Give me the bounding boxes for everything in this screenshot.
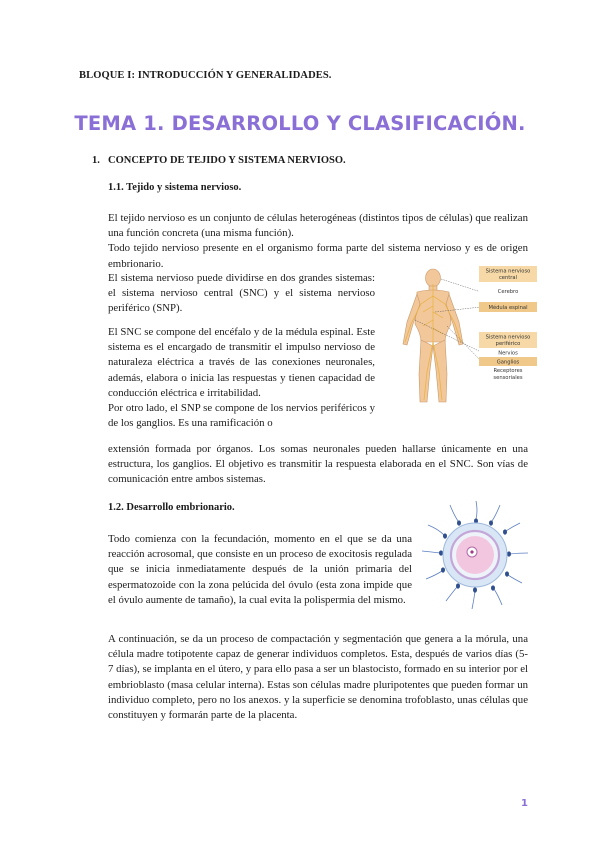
label-ganglios: Ganglios (496, 359, 520, 366)
label-receptores-2: sensoriales (493, 375, 523, 381)
paragraph-sistema (108, 271, 375, 317)
subsection-heading-1-1: 1.1. Tejido y sistema nervioso. (108, 182, 242, 193)
label-snp-2: periférico (495, 341, 521, 347)
section-title: CONCEPTO DE TEJIDO Y SISTEMA NERVIOSO. (108, 155, 346, 166)
block-title: BLOQUE I: INTRODUCCIÓN Y GENERALIDADES. (79, 70, 332, 81)
paragraph-snp-cont (108, 442, 528, 488)
text-sistema: El sistema nervioso puede dividirse en dos grandes sistemas: el sistema nervioso central (SNC) y el sistema nervioso periférico (SNP). (108, 272, 375, 315)
text-tejido: El tejido nervioso es un conjunto de células heterogéneas (distintos tipos de células) que realizan una función concreta (una misma función). (108, 212, 528, 240)
label-medula: Médula espinal (488, 305, 528, 311)
page-title: TEMA 1. DESARROLLO Y CLASIFICACIÓN. (74, 112, 526, 135)
text-snp-end: extensión formada por órganos. Los somas neuronales pueden hallarse únicamente en una estructura, los ganglios. El objetivo es transmitir la respuesta elaborada en el SNC. Son vías de comunicación entre ambos sistemas. (108, 443, 528, 486)
nervous-system-figure (395, 262, 540, 408)
label-snc-1: Sistema nervioso (485, 268, 531, 275)
paragraph-snc (108, 325, 375, 431)
text-continuacion: A continuación, se da un proceso de compactación y segmentación que genera a la mórula, una célula madre totipotente capaz de generar individuos completos. Esta, después de varios días (5-7 días), se implanta en el útero, y para ello pasa a ser un blastocisto, formado en su interior por el embrioblasto (masa celular interna). Estas son células madre pluripotentes que pueden formar un individuo completo, pero no los anexos. y la superficie se denomina trofoblasto, unas células que constituyen y formarán parte de la placenta. (108, 633, 528, 722)
section-number: 1. (92, 155, 100, 166)
label-receptores-1: Receptores (493, 368, 523, 374)
text-snp-start: Por otro lado, el SNP se compone de los nervios periféricos y de los ganglios. Es una ramificación o (108, 402, 375, 430)
label-snc-2: central (498, 275, 518, 281)
text-todo-tejido: Todo tejido nervioso presente en el organismo forma parte del sistema nervioso y es de origen embrionario. (108, 242, 528, 270)
page-number: 1 (521, 798, 528, 809)
text-fecundacion: Todo comienza con la fecundación, momento en el que se da una reacción acrosomal, que consiste en un proceso de exocitosis regulada que se inicia inmediatamente después de la unión primaria del espermatozoide con la zona pelúcida del óvulo (esta zona impide que el óvulo aumente de tamaño), la cual evita la polispermia del mismo. (108, 533, 412, 606)
subsection-heading-1-2: 1.2. Desarrollo embrionario. (108, 502, 235, 513)
paragraph-fecundacion (108, 532, 412, 608)
nerve-lines (405, 284, 461, 400)
paragraph-continuacion (108, 632, 528, 723)
label-snp-1: Sistema nervioso (485, 334, 531, 341)
text-snc: El SNC se compone del encéfalo y de la médula espinal. Este sistema es el encargado de transmitir el impulso nervioso de naturaleza eléctrica a través de las conexiones neuronales, además, elabora o inicia las respuestas y tienen capacidad de conducción eléctrica e irritabilidad. (108, 326, 375, 399)
fertilization-figure (420, 497, 532, 613)
label-cerebro: Cerebro (497, 289, 519, 295)
section-heading (92, 155, 346, 166)
label-nervios: Nervios (498, 350, 518, 357)
